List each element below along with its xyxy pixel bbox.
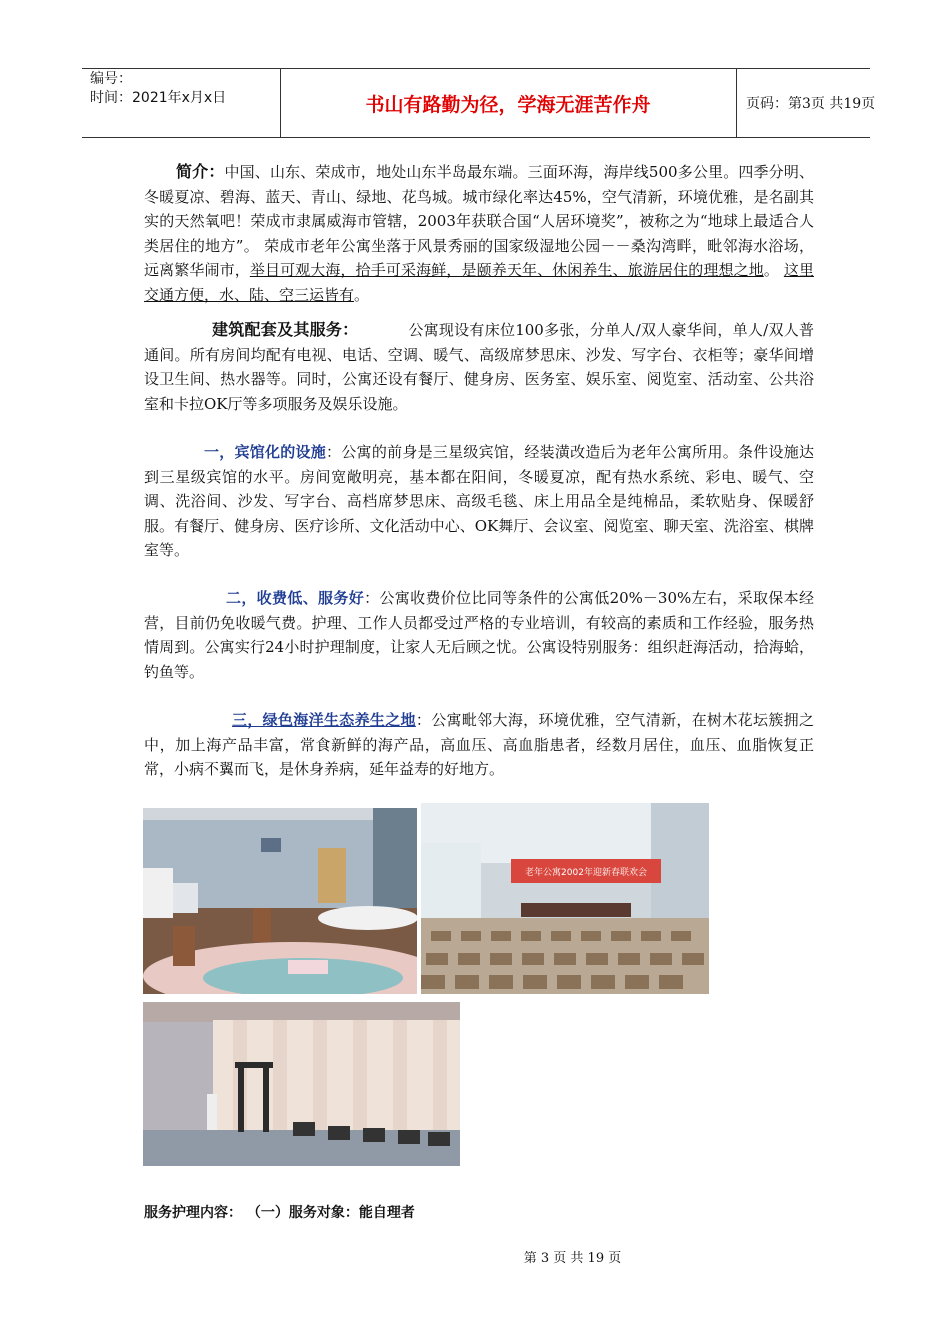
section-3-text: ：公寓毗邻大海，环境优雅，空气清新，在树木花坛簇拥之中，加上海产品丰富，常食新鲜的海产品，高血压、高血脂患者，经数月居住，血压、血脂恢复正常，小病不翼而飞，是休身养病，延年益寿的好地方。 [144,711,814,778]
event-hall-photo [421,803,709,994]
section-1-paragraph [144,440,814,563]
intro-underlined-2: 这里交通方便，水、陆、空三运皆有 [144,261,814,304]
intro-text: 中国、山东、荣成市，地处山东半岛最东端。三面环海，海岸线500多公里。四季分明、冬暖夏凉、碧海、蓝天、青山、绿地、花鸟城。城市绿化率达45%，空气清新，环境优雅，是名副其实的天然氧吧！荣成市隶属威海市管辖，2003年获联合国“人居环境奖”，被称之为“地球上最适合人类居住的地方”。 荣成市老年公寓坐落于风景秀丽的国家级湿地公园－－桑沟湾畔，毗邻海水浴场，远离繁华闹市， [144,163,814,279]
time-label: 时间：2021年x月x日 [90,90,227,106]
page-footer: 第 3 页 共 19 页 [523,1251,622,1266]
section-3 [144,708,814,782]
facilities-text: 公寓现设有床位100多张，分单人/双人豪华间，单人/双人普通间。所有房间均配有电视、电话、空调、暖气、高级席梦思床、沙发、写字台、衣柜等；豪华间增设卫生间、热水器等。同时，公寓还设有餐厅、健身房、医务室、娱乐室、阅览室、活动室、公共浴室和卡拉OK厅等多项服务及娱乐设施。 [144,321,814,413]
section-2-paragraph [144,586,814,684]
intro-underlined-1: 举目可观大海，拾手可采海鲜，是颐养天年、休闲养生、旅游居住的理想之地 [249,261,764,279]
intro-section [144,160,814,307]
facilities-section [144,318,814,416]
gym-photo [143,1002,460,1166]
section-2 [144,586,814,684]
section-1-text: ：公寓的前身是三星级宾馆，经装潢改造后为老年公寓所用。条件设施达到三星级宾馆的水平。房间宽敞明亮，基本都在阳间，冬暖夏凉，配有热水系统、彩电、暖气、空调、洗浴间、沙发、写字台、高档席梦思床、高级毛毯、床上用品全是纯棉品，柔软贴身、保暖舒服。有餐厅、健身房、医疗诊所、文化活动中心、OK舞厅、会议室、阅览室、聊天室、洗浴室、棋牌室等。 [144,443,814,559]
number-label: 编号： [90,71,132,87]
section-1 [144,440,814,563]
dining-room-photo [143,808,417,994]
gym-image [143,1002,460,1166]
dining-room-image [143,808,417,994]
intro-text-3: 。 [354,285,370,304]
header-page-label: 页码：第3页 共19页 [746,96,876,112]
facilities-label: 建筑配套及其服务： [212,320,359,339]
page-header [82,68,876,138]
intro-label: 简介： [176,162,225,181]
header-motto: 书山有路勤为径，学海无涯苦作舟 [280,69,737,137]
header-meta [82,69,281,138]
event-hall-image [421,803,709,994]
facilities-paragraph [144,318,814,416]
section-3-label: 三，绿色海洋生态养生之地 [232,711,416,729]
section-3-paragraph [144,708,814,782]
intro-paragraph [144,160,814,307]
section-2-label: 二，收费低、服务好 [226,589,365,607]
section-2-text: ：公寓收费价位比同等条件的公寓低20%－30%左右，采取保本经营，目前仍免收暖气费。护理、工作人员都受过严格的专业培训，有较高的素质和工作经验，服务热情周到。公寓实行24小时护理制度，让家人无后顾之忧。公寓设特别服务：组织赶海活动，拾海蛤，钓鱼等。 [144,589,814,681]
service-content-heading: 服务护理内容： （一）服务对象：能自理者 [144,1205,415,1221]
intro-text-2: 。 [763,261,784,279]
banner-text: 老年公寓2002年迎新春联欢会 [525,868,647,878]
section-1-label: 一，宾馆化的设施 [204,443,327,461]
